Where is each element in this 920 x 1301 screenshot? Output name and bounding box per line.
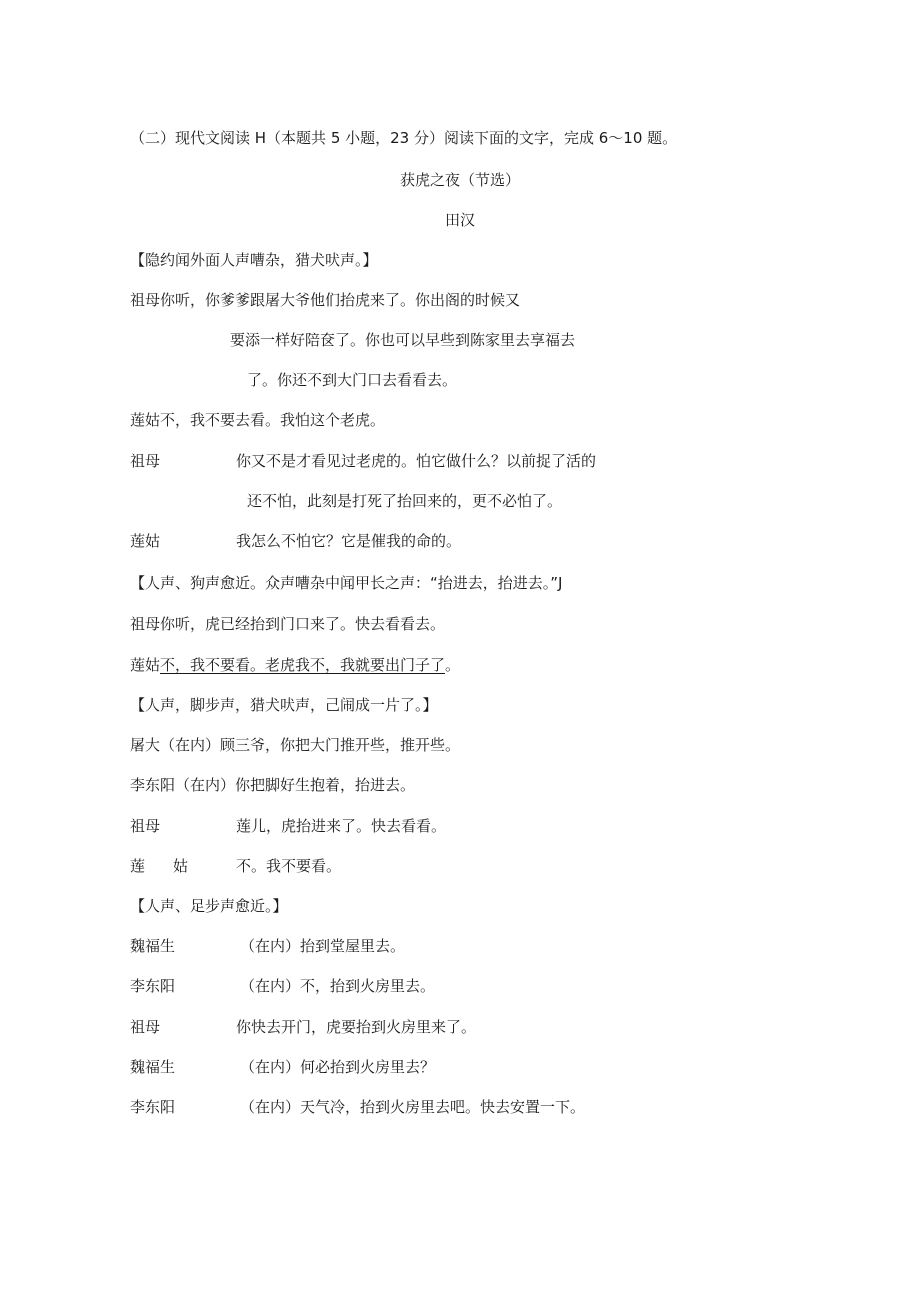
speaker-name: 祖母 — [130, 1018, 161, 1036]
dialogue-line: 屠大（在内）顾三爷，你把大门推开些，推开些。 — [130, 736, 461, 754]
speaker-name: 祖母 — [130, 817, 161, 835]
underlined-text: 不，我不要看。老虎我不，我就要出门子了 — [160, 656, 446, 674]
page-title: 获虎之夜（节选） — [399, 171, 520, 189]
dialogue-text: 不。我不要看。 — [236, 857, 342, 875]
stage-direction: 【隐约闻外面人声嘈杂，猎犬吠声。】 — [130, 251, 378, 269]
speaker-name: 魏福生 — [130, 1058, 176, 1076]
dialogue-continuation: 还不怕，此刻是打死了抬回来的，更不必怕了。 — [247, 492, 563, 510]
speaker-name: 祖母 — [130, 452, 161, 470]
speaker-name: 莲姑 — [130, 656, 161, 674]
speaker-name: 李东阳 — [130, 1098, 176, 1116]
speaker-name: 姑 — [173, 857, 189, 875]
dialogue-text: 你又不是才看见过老虎的。怕它做什么？以前捉了活的 — [236, 452, 597, 470]
speaker-name: 李东阳 — [130, 977, 176, 995]
stage-direction: 【人声、狗声愈近。众声嘈杂中闻甲长之声：“抬进去，抬进去。”J — [130, 574, 563, 592]
dialogue-continuation: 了。你还不到大门口去看看去。 — [247, 371, 458, 389]
dialogue-text: （在内）天气冷，抬到火房里去吧。快去安置一下。 — [240, 1098, 586, 1116]
stage-direction: 【人声，脚步声，猎犬吠声，己闹成一片了。】 — [130, 696, 438, 714]
dialogue-text: （在内）何必抬到火房里去？ — [240, 1058, 436, 1076]
dialogue-line: 李东阳（在内）你把脚好生抱着，抬进去。 — [130, 776, 416, 794]
speaker-name: 魏福生 — [130, 937, 176, 955]
dialogue-text: 我怎么不怕它？它是催我的命的。 — [236, 532, 462, 550]
author: 田汉 — [444, 211, 475, 229]
section-intro: （二）现代文阅读 H（本题共 5 小题，23 分）阅读下面的文字，完成 6〜10 题。 — [130, 129, 678, 147]
dialogue-line: 祖母你听，虎已经抬到门口来了。快去看看去。 — [130, 615, 446, 633]
dialogue-text: （在内）抬到堂屋里去。 — [240, 937, 406, 955]
dialogue-continuation: 要添一样好陪奁了。你也可以早些到陈家里去享福去 — [230, 331, 576, 349]
dialogue-text: 莲儿，虎抬进来了。快去看看。 — [236, 817, 447, 835]
dialogue-line — [130, 655, 460, 675]
dialogue-text: 你快去开门，虎要抬到火房里来了。 — [236, 1018, 477, 1036]
dialogue-line: 祖母你听，你爹爹跟屠大爷他们抬虎来了。你出阁的时候又 — [130, 291, 521, 309]
dialogue-line: 莲姑不，我不要去看。我怕这个老虎。 — [130, 411, 386, 429]
speaker-name: 莲 — [130, 857, 146, 875]
stage-direction: 【人声、足步声愈近。】 — [130, 897, 288, 915]
dialogue-text: （在内）不，抬到火房里去。 — [240, 977, 436, 995]
speaker-name: 莲姑 — [130, 532, 161, 550]
punctuation: 。 — [445, 656, 461, 674]
